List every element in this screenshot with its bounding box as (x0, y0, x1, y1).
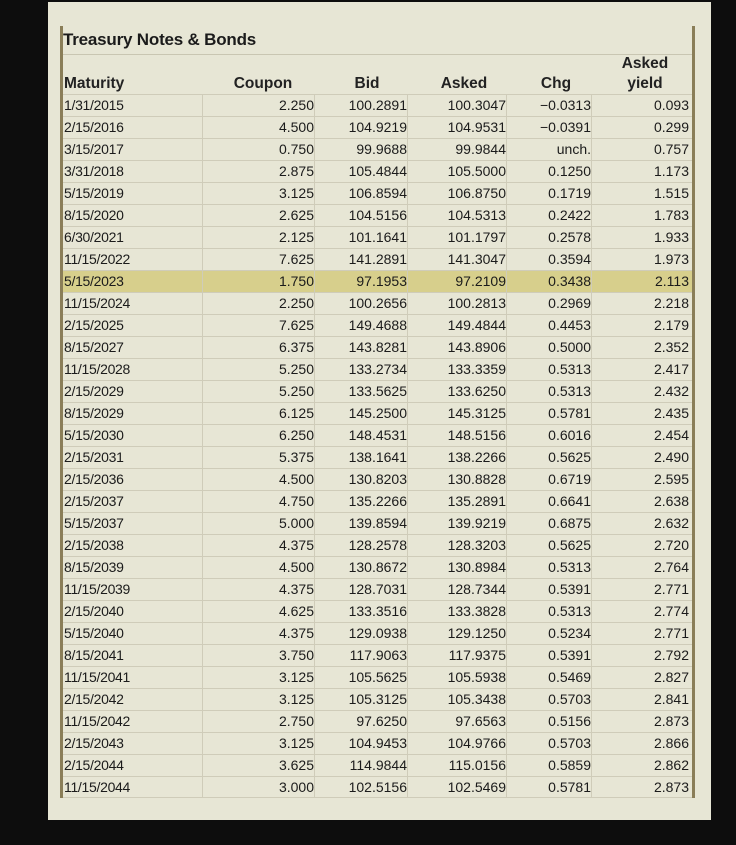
cell-yield: 0.299 (653, 119, 689, 135)
cell-yield: 2.595 (653, 471, 689, 487)
cell-chg: 0.5313 (507, 557, 592, 578)
cell-chg: 0.6016 (507, 425, 592, 446)
cell-chg: 0.2422 (507, 205, 592, 226)
table-row (63, 226, 692, 248)
cell-coupon: 4.500 (203, 469, 315, 490)
cell-coupon: 4.750 (203, 491, 315, 512)
cell-yield: 2.454 (653, 427, 689, 443)
cell-bid: 128.2578 (315, 535, 408, 556)
cell-chg: 0.5156 (507, 711, 592, 732)
cell-chg: 0.5234 (507, 623, 592, 644)
cell-yield: 2.866 (653, 735, 689, 751)
table-row (63, 512, 692, 534)
cell-chg: −0.0391 (507, 117, 592, 138)
cell-asked: 102.5469 (408, 777, 507, 798)
cell-chg: 0.5625 (507, 447, 592, 468)
cell-yield: 2.720 (653, 537, 689, 553)
cell-yield: 1.515 (653, 185, 689, 201)
cell-bid: 104.5156 (315, 205, 408, 226)
cell-chg: 0.5625 (507, 535, 592, 556)
cell-bid: 138.1641 (315, 447, 408, 468)
cell-coupon: 5.375 (203, 447, 315, 468)
cell-chg: unch. (507, 139, 592, 160)
table-row (63, 710, 692, 732)
cell-chg: 0.5781 (507, 777, 592, 798)
cell-yield: 2.352 (653, 339, 689, 355)
cell-chg: 0.1250 (507, 161, 592, 182)
cell-bid: 141.2891 (315, 249, 408, 270)
table-row (63, 292, 692, 314)
cell-maturity: 2/15/2042 (64, 689, 203, 710)
cell-maturity: 8/15/2020 (64, 205, 203, 226)
cell-asked: 141.3047 (408, 249, 507, 270)
cell-chg: 0.5469 (507, 667, 592, 688)
cell-coupon: 5.250 (203, 359, 315, 380)
cell-asked: 148.5156 (408, 425, 507, 446)
cell-maturity: 5/15/2019 (64, 183, 203, 204)
cell-coupon: 2.750 (203, 711, 315, 732)
cell-coupon: 2.250 (203, 95, 315, 116)
cell-coupon: 1.750 (203, 271, 315, 292)
cell-maturity: 11/15/2022 (64, 249, 203, 270)
cell-coupon: 4.375 (203, 579, 315, 600)
cell-coupon: 6.375 (203, 337, 315, 358)
cell-coupon: 3.000 (203, 777, 315, 798)
cell-maturity: 2/15/2040 (64, 601, 203, 622)
header-asked-yield (603, 54, 687, 94)
cell-chg: 0.3594 (507, 249, 592, 270)
cell-maturity: 11/15/2041 (64, 667, 203, 688)
cell-coupon: 5.250 (203, 381, 315, 402)
cell-coupon: 3.125 (203, 667, 315, 688)
cell-coupon: 7.625 (203, 249, 315, 270)
table-row (63, 248, 692, 270)
cell-maturity: 2/15/2037 (64, 491, 203, 512)
cell-asked: 106.8750 (408, 183, 507, 204)
cell-coupon: 2.625 (203, 205, 315, 226)
cell-maturity: 2/15/2016 (64, 117, 203, 138)
cell-bid: 129.0938 (315, 623, 408, 644)
cell-coupon: 3.125 (203, 689, 315, 710)
cell-maturity: 11/15/2042 (64, 711, 203, 732)
table-row (63, 754, 692, 776)
cell-bid: 100.2656 (315, 293, 408, 314)
cell-yield: 2.841 (653, 691, 689, 707)
cell-bid: 133.2734 (315, 359, 408, 380)
cell-chg: 0.5703 (507, 689, 592, 710)
cell-asked: 97.2109 (408, 271, 507, 292)
cell-asked: 149.4844 (408, 315, 507, 336)
table-row (63, 402, 692, 424)
table-row (63, 644, 692, 666)
cell-coupon: 3.125 (203, 733, 315, 754)
cell-maturity: 3/15/2017 (64, 139, 203, 160)
table-row (63, 578, 692, 600)
cell-coupon: 6.250 (203, 425, 315, 446)
cell-asked: 135.2891 (408, 491, 507, 512)
table-row (63, 622, 692, 644)
cell-asked: 115.0156 (408, 755, 507, 776)
cell-coupon: 3.125 (203, 183, 315, 204)
cell-yield: 1.973 (653, 251, 689, 267)
table-row (63, 776, 692, 798)
cell-asked: 143.8906 (408, 337, 507, 358)
cell-maturity: 2/15/2031 (64, 447, 203, 468)
cell-maturity: 6/30/2021 (64, 227, 203, 248)
table-row (63, 116, 692, 138)
cell-asked: 117.9375 (408, 645, 507, 666)
header-asked: Asked (440, 75, 488, 92)
table-page (48, 2, 711, 820)
table-row (63, 732, 692, 754)
cell-bid: 102.5156 (315, 777, 408, 798)
table-row (63, 336, 692, 358)
cell-asked: 105.3438 (408, 689, 507, 710)
cell-bid: 135.2266 (315, 491, 408, 512)
cell-coupon: 3.625 (203, 755, 315, 776)
cell-maturity: 2/15/2036 (64, 469, 203, 490)
cell-coupon: 0.750 (203, 139, 315, 160)
cell-coupon: 2.250 (203, 293, 315, 314)
cell-yield: 2.827 (653, 669, 689, 685)
cell-maturity: 5/15/2040 (64, 623, 203, 644)
table-row (63, 138, 692, 160)
cell-maturity: 8/15/2027 (64, 337, 203, 358)
cell-chg: 0.3438 (507, 271, 592, 292)
cell-chg: 0.2969 (507, 293, 592, 314)
cell-asked: 105.5000 (408, 161, 507, 182)
cell-asked: 129.1250 (408, 623, 507, 644)
cell-coupon: 7.625 (203, 315, 315, 336)
cell-chg: −0.0313 (507, 95, 592, 116)
cell-yield: 2.862 (653, 757, 689, 773)
cell-maturity: 2/15/2025 (64, 315, 203, 336)
table-row (63, 358, 692, 380)
cell-chg: 0.6641 (507, 491, 592, 512)
cell-asked: 100.3047 (408, 95, 507, 116)
cell-maturity: 2/15/2044 (64, 755, 203, 776)
title-divider (63, 54, 692, 55)
header-asked-yield-line2: yield (627, 75, 663, 92)
cell-maturity: 5/15/2030 (64, 425, 203, 446)
cell-maturity: 11/15/2024 (64, 293, 203, 314)
cell-coupon: 3.750 (203, 645, 315, 666)
cell-chg: 0.5313 (507, 359, 592, 380)
cell-bid: 105.3125 (315, 689, 408, 710)
cell-maturity: 2/15/2038 (64, 535, 203, 556)
header-maturity: Maturity (64, 75, 125, 92)
cell-bid: 145.2500 (315, 403, 408, 424)
table-row (63, 600, 692, 622)
cell-asked: 139.9219 (408, 513, 507, 534)
cell-coupon: 4.500 (203, 117, 315, 138)
cell-yield: 2.218 (653, 295, 689, 311)
cell-asked: 101.1797 (408, 227, 507, 248)
cell-bid: 106.8594 (315, 183, 408, 204)
cell-coupon: 6.125 (203, 403, 315, 424)
table-row (63, 666, 692, 688)
header-bid: Bid (354, 75, 380, 92)
cell-asked: 105.5938 (408, 667, 507, 688)
header-asked-yield-line1: Asked (621, 55, 669, 72)
cell-chg: 0.6719 (507, 469, 592, 490)
cell-coupon: 2.125 (203, 227, 315, 248)
cell-asked: 130.8984 (408, 557, 507, 578)
cell-coupon: 4.625 (203, 601, 315, 622)
cell-bid: 104.9453 (315, 733, 408, 754)
cell-asked: 133.6250 (408, 381, 507, 402)
cell-yield: 2.417 (653, 361, 689, 377)
cell-asked: 138.2266 (408, 447, 507, 468)
cell-chg: 0.5313 (507, 381, 592, 402)
header-coupon: Coupon (233, 75, 293, 92)
cell-asked: 104.5313 (408, 205, 507, 226)
table-row (63, 314, 692, 336)
cell-asked: 128.7344 (408, 579, 507, 600)
cell-coupon: 4.500 (203, 557, 315, 578)
table-row (63, 468, 692, 490)
cell-bid: 101.1641 (315, 227, 408, 248)
cell-bid: 139.8594 (315, 513, 408, 534)
cell-chg: 0.5000 (507, 337, 592, 358)
cell-chg: 0.5703 (507, 733, 592, 754)
cell-maturity: 5/15/2023 (64, 271, 203, 292)
table-row (63, 270, 692, 292)
cell-yield: 0.757 (653, 141, 689, 157)
cell-asked: 104.9531 (408, 117, 507, 138)
cell-bid: 105.4844 (315, 161, 408, 182)
cell-bid: 130.8203 (315, 469, 408, 490)
cell-yield: 2.632 (653, 515, 689, 531)
cell-maturity: 11/15/2028 (64, 359, 203, 380)
cell-chg: 0.6875 (507, 513, 592, 534)
cell-yield: 2.792 (653, 647, 689, 663)
cell-coupon: 2.875 (203, 161, 315, 182)
cell-yield: 2.435 (653, 405, 689, 421)
cell-chg: 0.5313 (507, 601, 592, 622)
cell-bid: 97.1953 (315, 271, 408, 292)
table-row (63, 490, 692, 512)
cell-bid: 149.4688 (315, 315, 408, 336)
cell-maturity: 1/31/2015 (64, 95, 203, 116)
cell-yield: 2.490 (653, 449, 689, 465)
cell-bid: 105.5625 (315, 667, 408, 688)
header-chg: Chg (540, 75, 572, 92)
cell-bid: 99.9688 (315, 139, 408, 160)
table-row (63, 688, 692, 710)
table-row (63, 424, 692, 446)
cell-yield: 2.113 (655, 273, 689, 289)
cell-chg: 0.5391 (507, 645, 592, 666)
cell-chg: 0.5391 (507, 579, 592, 600)
cell-bid: 104.9219 (315, 117, 408, 138)
cell-yield: 2.771 (653, 625, 689, 641)
cell-asked: 145.3125 (408, 403, 507, 424)
cell-yield: 2.638 (653, 493, 689, 509)
cell-yield: 1.173 (653, 163, 689, 179)
cell-yield: 2.873 (653, 779, 689, 795)
cell-yield: 2.771 (653, 581, 689, 597)
cell-coupon: 4.375 (203, 623, 315, 644)
cell-bid: 128.7031 (315, 579, 408, 600)
cell-chg: 0.5859 (507, 755, 592, 776)
cell-yield: 2.774 (653, 603, 689, 619)
cell-asked: 97.6563 (408, 711, 507, 732)
table-row (63, 380, 692, 402)
cell-bid: 133.3516 (315, 601, 408, 622)
table-row (63, 556, 692, 578)
cell-yield: 1.933 (653, 229, 689, 245)
cell-chg: 0.5781 (507, 403, 592, 424)
cell-bid: 97.6250 (315, 711, 408, 732)
cell-bid: 133.5625 (315, 381, 408, 402)
cell-bid: 114.9844 (315, 755, 408, 776)
cell-maturity: 8/15/2029 (64, 403, 203, 424)
cell-yield: 2.179 (653, 317, 689, 333)
table-row (63, 446, 692, 468)
cell-asked: 99.9844 (408, 139, 507, 160)
cell-chg: 0.4453 (507, 315, 592, 336)
table-row (63, 182, 692, 204)
cell-maturity: 8/15/2041 (64, 645, 203, 666)
cell-chg: 0.2578 (507, 227, 592, 248)
cell-bid: 143.8281 (315, 337, 408, 358)
cell-asked: 133.3359 (408, 359, 507, 380)
cell-maturity: 11/15/2039 (64, 579, 203, 600)
cell-bid: 148.4531 (315, 425, 408, 446)
cell-maturity: 2/15/2043 (64, 733, 203, 754)
cell-asked: 128.3203 (408, 535, 507, 556)
cell-bid: 100.2891 (315, 95, 408, 116)
cell-yield: 2.764 (653, 559, 689, 575)
cell-maturity: 8/15/2039 (64, 557, 203, 578)
cell-coupon: 5.000 (203, 513, 315, 534)
cell-asked: 100.2813 (408, 293, 507, 314)
cell-bid: 117.9063 (315, 645, 408, 666)
cell-asked: 104.9766 (408, 733, 507, 754)
table-row (63, 204, 692, 226)
cell-maturity: 2/15/2029 (64, 381, 203, 402)
table-body (63, 94, 692, 798)
table-row (63, 160, 692, 182)
cell-maturity: 3/31/2018 (64, 161, 203, 182)
cell-coupon: 4.375 (203, 535, 315, 556)
cell-chg: 0.1719 (507, 183, 592, 204)
cell-maturity: 11/15/2044 (64, 777, 203, 798)
cell-asked: 130.8828 (408, 469, 507, 490)
cell-yield: 1.783 (653, 207, 689, 223)
table-row (63, 534, 692, 556)
cell-yield: 0.093 (653, 97, 689, 113)
table-row (63, 94, 692, 116)
cell-maturity: 5/15/2037 (64, 513, 203, 534)
table-title: Treasury Notes & Bonds (63, 30, 257, 49)
cell-bid: 130.8672 (315, 557, 408, 578)
cell-yield: 2.873 (653, 713, 689, 729)
cell-yield: 2.432 (653, 383, 689, 399)
cell-asked: 133.3828 (408, 601, 507, 622)
